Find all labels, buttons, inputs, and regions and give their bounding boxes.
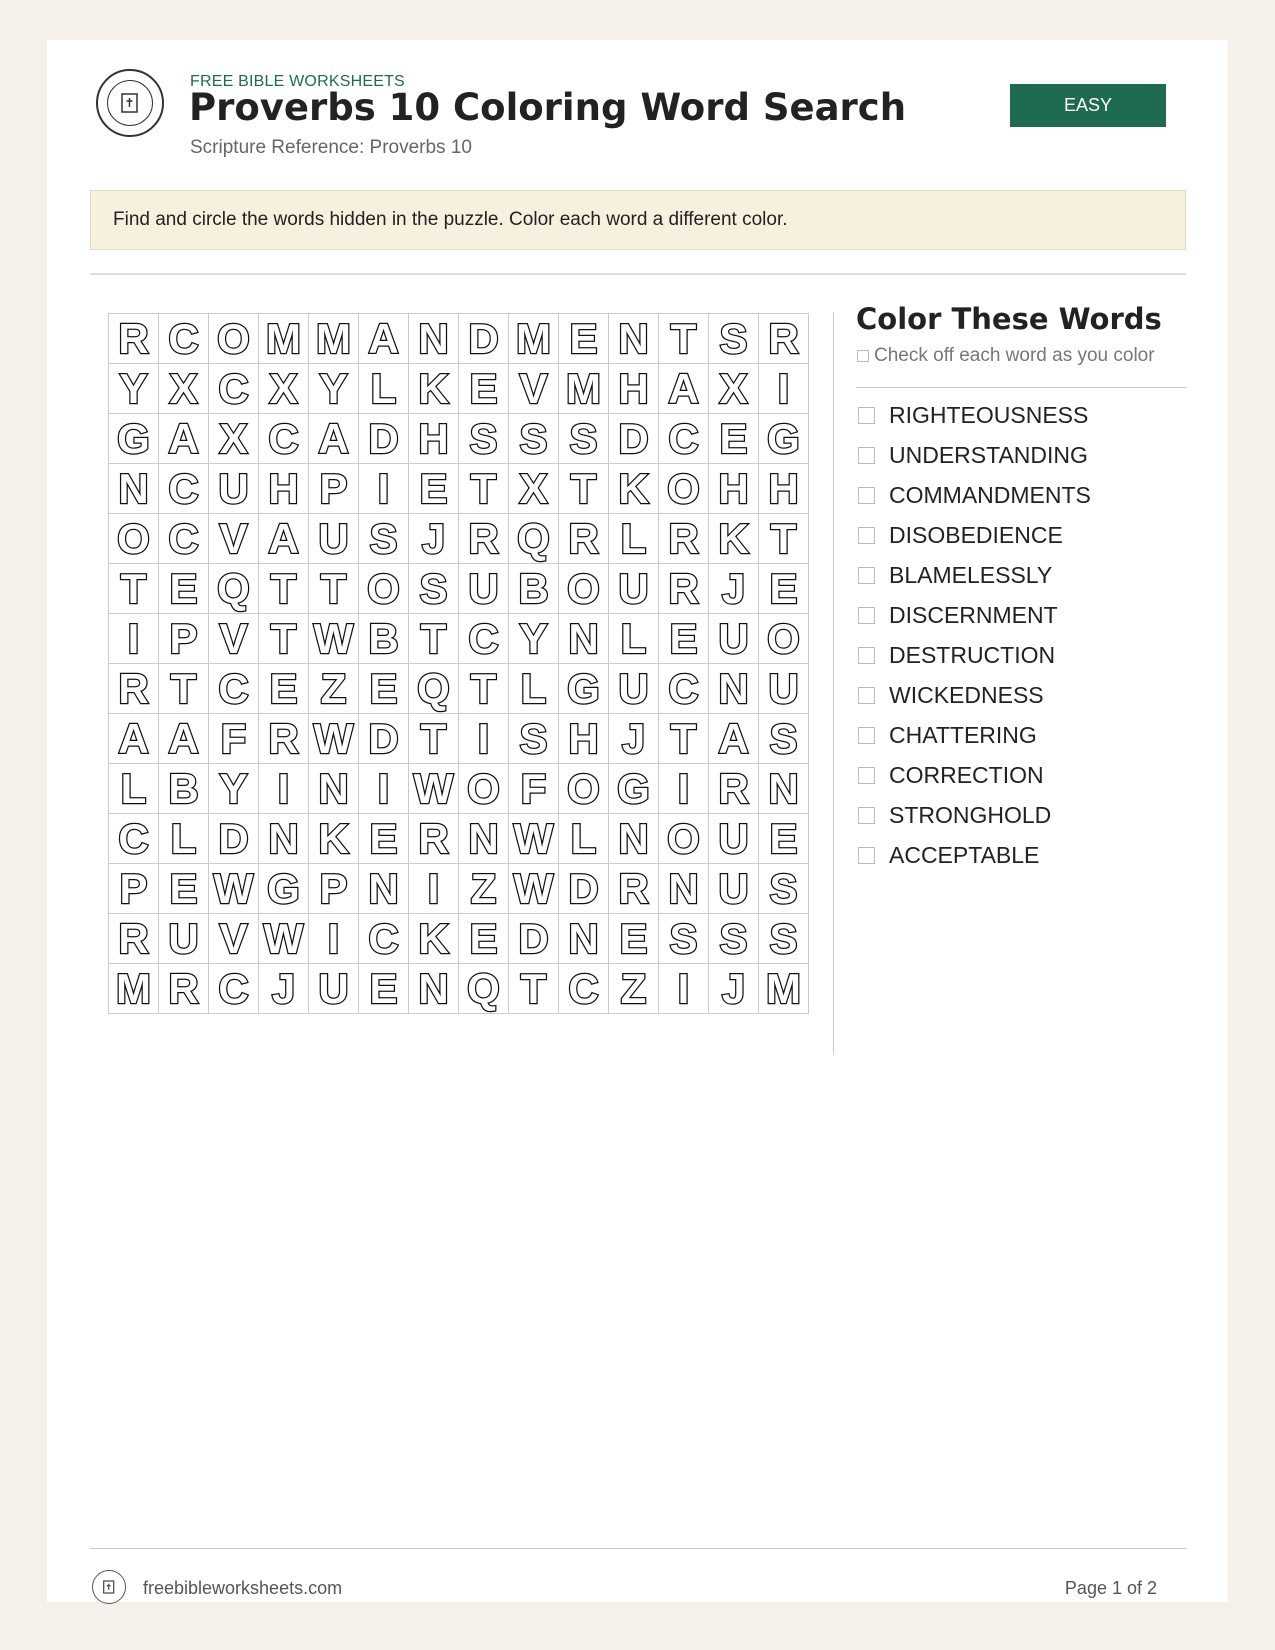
grid-cell[interactable]: E	[359, 814, 409, 864]
grid-cell[interactable]: C	[559, 964, 609, 1014]
grid-cell[interactable]: A	[359, 314, 409, 364]
grid-cell[interactable]: R	[409, 814, 459, 864]
grid-cell[interactable]: S	[509, 414, 559, 464]
word-label: RIGHTEOUSNESS	[889, 401, 1089, 428]
brand-label: FREE BIBLE WORKSHEETS	[190, 73, 405, 90]
grid-cell[interactable]: E	[709, 414, 759, 464]
grid-cell[interactable]: U	[709, 864, 759, 914]
word-label: COMMANDMENTS	[889, 481, 1091, 508]
word-list-subtitle-text: Check off each word as you color	[874, 345, 1155, 366]
grid-cell[interactable]: A	[309, 414, 359, 464]
word-label: ACCEPTABLE	[889, 841, 1040, 868]
grid-cell[interactable]: S	[409, 564, 459, 614]
grid-cell[interactable]: Q	[459, 964, 509, 1014]
footer-logo-icon	[92, 1570, 126, 1604]
grid-cell[interactable]: R	[109, 914, 159, 964]
grid-cell[interactable]: L	[109, 764, 159, 814]
grid-cell[interactable]: C	[359, 914, 409, 964]
grid-cell[interactable]: T	[459, 664, 509, 714]
grid-cell[interactable]: U	[159, 914, 209, 964]
grid-cell[interactable]: O	[459, 764, 509, 814]
grid-cell[interactable]: N	[459, 814, 509, 864]
grid-cell[interactable]: E	[359, 964, 409, 1014]
grid-cell[interactable]: D	[459, 314, 509, 364]
grid-cell[interactable]: U	[309, 964, 359, 1014]
word-checkbox[interactable]	[858, 847, 875, 864]
grid-cell[interactable]: Z	[309, 664, 359, 714]
grid-cell[interactable]: T	[159, 664, 209, 714]
word-search-grid	[108, 313, 809, 1014]
grid-cell[interactable]: R	[659, 514, 709, 564]
grid-cell[interactable]: L	[609, 514, 659, 564]
grid-cell[interactable]: C	[159, 514, 209, 564]
grid-cell[interactable]: C	[159, 464, 209, 514]
grid-cell[interactable]: Y	[109, 364, 159, 414]
grid-cell[interactable]: S	[509, 714, 559, 764]
word-label: DESTRUCTION	[889, 641, 1056, 668]
grid-cell[interactable]: L	[609, 614, 659, 664]
grid-cell[interactable]: T	[559, 464, 609, 514]
grid-cell[interactable]: E	[759, 564, 809, 614]
grid-cell[interactable]: D	[359, 714, 409, 764]
grid-cell[interactable]: E	[359, 664, 409, 714]
grid-cell[interactable]: R	[609, 864, 659, 914]
grid-cell[interactable]: D	[559, 864, 609, 914]
grid-cell[interactable]: Y	[509, 614, 559, 664]
grid-cell[interactable]: D	[209, 814, 259, 864]
grid-cell[interactable]: E	[459, 914, 509, 964]
word-list-item	[856, 435, 1091, 475]
grid-cell[interactable]: R	[459, 514, 509, 564]
grid-cell[interactable]: P	[309, 864, 359, 914]
grid-cell[interactable]: J	[259, 964, 309, 1014]
grid-cell[interactable]: G	[259, 864, 309, 914]
bible-icon	[118, 91, 142, 115]
grid-cell[interactable]: O	[359, 564, 409, 614]
grid-cell[interactable]: F	[209, 714, 259, 764]
grid-cell[interactable]: M	[509, 314, 559, 364]
grid-cell[interactable]: S	[759, 714, 809, 764]
grid-cell[interactable]: U	[609, 564, 659, 614]
grid-cell[interactable]: P	[309, 464, 359, 514]
grid-cell[interactable]: Z	[609, 964, 659, 1014]
bible-icon	[101, 1579, 117, 1595]
grid-cell[interactable]: M	[109, 964, 159, 1014]
grid-cell[interactable]: X	[259, 364, 309, 414]
grid-cell[interactable]: I	[659, 964, 709, 1014]
grid-cell[interactable]: R	[559, 514, 609, 564]
grid-cell[interactable]: C	[209, 664, 259, 714]
grid-cell[interactable]: T	[259, 564, 309, 614]
grid-cell[interactable]: L	[359, 364, 409, 414]
grid-cell[interactable]: L	[509, 664, 559, 714]
grid-cell[interactable]: I	[359, 764, 409, 814]
grid-cell[interactable]: N	[309, 764, 359, 814]
grid-cell[interactable]: G	[559, 664, 609, 714]
grid-cell[interactable]: W	[309, 714, 359, 764]
footer-site-link[interactable]: freebibleworksheets.com	[143, 1578, 343, 1598]
grid-cell[interactable]: Q	[209, 564, 259, 614]
divider	[856, 387, 1186, 388]
word-label: CORRECTION	[889, 761, 1044, 788]
column-divider	[833, 312, 834, 1055]
grid-cell[interactable]: O	[109, 514, 159, 564]
grid-cell[interactable]: J	[709, 964, 759, 1014]
grid-cell[interactable]: N	[559, 914, 609, 964]
grid-cell[interactable]: K	[409, 914, 459, 964]
word-list-subtitle	[857, 345, 1155, 367]
grid-cell[interactable]: U	[609, 664, 659, 714]
grid-cell[interactable]: E	[459, 364, 509, 414]
grid-cell[interactable]: E	[159, 864, 209, 914]
grid-cell[interactable]: S	[459, 414, 509, 464]
grid-cell[interactable]: H	[409, 414, 459, 464]
grid-cell[interactable]: H	[759, 464, 809, 514]
grid-cell[interactable]: O	[559, 764, 609, 814]
grid-cell[interactable]: N	[609, 314, 659, 364]
grid-cell[interactable]: U	[759, 664, 809, 714]
word-checkbox[interactable]	[858, 567, 875, 584]
grid-cell[interactable]: I	[759, 364, 809, 414]
logo-seal-icon	[96, 69, 164, 137]
grid-cell[interactable]: R	[159, 964, 209, 1014]
grid-cell[interactable]: T	[509, 964, 559, 1014]
grid-cell[interactable]: C	[209, 964, 259, 1014]
word-list-item	[856, 395, 1091, 435]
word-label: CHATTERING	[889, 721, 1037, 748]
page-number: Page 1 of 2	[1064, 1578, 1157, 1598]
grid-cell[interactable]: D	[609, 414, 659, 464]
grid-cell[interactable]: P	[159, 614, 209, 664]
grid-cell[interactable]: L	[559, 814, 609, 864]
word-checkbox[interactable]	[858, 807, 875, 824]
grid-cell[interactable]: N	[659, 864, 709, 914]
word-list	[856, 395, 1091, 875]
grid-cell[interactable]: X	[709, 364, 759, 414]
word-checkbox[interactable]	[858, 527, 875, 544]
grid-cell[interactable]: N	[409, 964, 459, 1014]
grid-cell[interactable]: E	[259, 664, 309, 714]
grid-cell[interactable]: S	[559, 414, 609, 464]
grid-cell[interactable]: E	[609, 914, 659, 964]
grid-cell[interactable]: C	[659, 414, 709, 464]
grid-cell[interactable]: H	[559, 714, 609, 764]
scripture-reference: Scripture Reference: Proverbs 10	[190, 137, 472, 158]
grid-cell[interactable]: B	[509, 564, 559, 614]
word-list-item	[856, 635, 1091, 675]
grid-cell[interactable]: V	[209, 614, 259, 664]
grid-cell[interactable]: U	[309, 514, 359, 564]
grid-cell[interactable]: M	[259, 314, 309, 364]
grid-cell[interactable]: A	[109, 714, 159, 764]
grid-cell[interactable]: C	[459, 614, 509, 664]
grid-cell[interactable]: A	[159, 414, 209, 464]
grid-cell[interactable]: R	[709, 764, 759, 814]
grid-cell[interactable]: S	[759, 864, 809, 914]
grid-cell[interactable]: N	[759, 764, 809, 814]
grid-cell[interactable]: S	[709, 914, 759, 964]
instructions-text: Find and circle the words hidden in the puzzle. Color each word a different color.	[113, 209, 788, 230]
footer-divider	[90, 1548, 1186, 1549]
grid-cell[interactable]: U	[459, 564, 509, 614]
grid-cell[interactable]: C	[659, 664, 709, 714]
grid-cell[interactable]: S	[759, 914, 809, 964]
word-label: DISOBEDIENCE	[889, 521, 1063, 548]
worksheet-page	[47, 40, 1228, 1602]
grid-cell[interactable]: A	[709, 714, 759, 764]
grid-cell[interactable]: P	[109, 864, 159, 914]
grid-cell[interactable]: F	[509, 764, 559, 814]
grid-cell[interactable]: T	[659, 314, 709, 364]
divider	[90, 273, 1186, 275]
grid-cell[interactable]: J	[409, 514, 459, 564]
grid-cell[interactable]: W	[409, 764, 459, 814]
grid-cell[interactable]: U	[709, 814, 759, 864]
grid-cell[interactable]: Q	[409, 664, 459, 714]
word-list-item	[856, 515, 1091, 555]
grid-cell[interactable]: E	[559, 314, 609, 364]
grid-cell[interactable]: Y	[209, 764, 259, 814]
grid-cell[interactable]: H	[609, 364, 659, 414]
word-list-item	[856, 475, 1091, 515]
grid-cell[interactable]: I	[309, 914, 359, 964]
grid-cell[interactable]: V	[209, 914, 259, 964]
grid-cell[interactable]: R	[259, 714, 309, 764]
grid-cell[interactable]: J	[709, 564, 759, 614]
grid-cell[interactable]: I	[109, 614, 159, 664]
grid-cell[interactable]: A	[659, 364, 709, 414]
checkbox-icon	[857, 350, 869, 362]
grid-cell[interactable]: A	[159, 714, 209, 764]
word-checkbox[interactable]	[858, 487, 875, 504]
grid-cell[interactable]: N	[559, 614, 609, 664]
grid-cell[interactable]: W	[259, 914, 309, 964]
grid-cell[interactable]: A	[259, 514, 309, 564]
grid-cell[interactable]: V	[509, 364, 559, 414]
grid-cell[interactable]: K	[609, 464, 659, 514]
grid-cell[interactable]: C	[159, 314, 209, 364]
word-checkbox[interactable]	[858, 607, 875, 624]
word-list-item	[856, 675, 1091, 715]
grid-cell[interactable]: O	[759, 614, 809, 664]
grid-cell[interactable]: T	[459, 464, 509, 514]
grid-cell[interactable]: V	[209, 514, 259, 564]
grid-cell[interactable]: R	[109, 664, 159, 714]
grid-cell[interactable]: D	[359, 414, 409, 464]
grid-cell[interactable]: J	[609, 714, 659, 764]
grid-cell[interactable]: M	[559, 364, 609, 414]
word-list-item	[856, 715, 1091, 755]
grid-cell[interactable]: N	[109, 464, 159, 514]
grid-cell[interactable]: I	[659, 764, 709, 814]
grid-cell[interactable]: C	[209, 364, 259, 414]
grid-cell[interactable]: W	[509, 864, 559, 914]
grid-cell[interactable]: Q	[509, 514, 559, 564]
instructions-box	[90, 190, 1186, 250]
grid-cell[interactable]: R	[759, 314, 809, 364]
grid-cell[interactable]: B	[159, 764, 209, 814]
word-checkbox[interactable]	[858, 687, 875, 704]
grid-cell[interactable]: K	[709, 514, 759, 564]
word-list-title: Color These Words	[856, 302, 1162, 336]
word-checkbox[interactable]	[858, 447, 875, 464]
word-checkbox[interactable]	[858, 407, 875, 424]
grid-cell[interactable]: L	[159, 814, 209, 864]
grid-cell[interactable]: E	[659, 614, 709, 664]
grid-cell[interactable]: Y	[309, 364, 359, 414]
grid-cell[interactable]: O	[559, 564, 609, 614]
difficulty-badge: EASY	[1010, 84, 1166, 127]
grid-cell[interactable]: K	[309, 814, 359, 864]
grid-cell[interactable]: M	[759, 964, 809, 1014]
page-title: Proverbs 10 Coloring Word Search	[189, 86, 907, 129]
grid-cell[interactable]: E	[759, 814, 809, 864]
grid-cell[interactable]: O	[659, 814, 709, 864]
grid-cell[interactable]: W	[209, 864, 259, 914]
grid-cell[interactable]: I	[259, 764, 309, 814]
grid-cell[interactable]: N	[409, 314, 459, 364]
grid-cell[interactable]: E	[159, 564, 209, 614]
grid-cell[interactable]: C	[259, 414, 309, 464]
grid-cell[interactable]: N	[259, 814, 309, 864]
grid-cell[interactable]: C	[109, 814, 159, 864]
word-list-item	[856, 795, 1091, 835]
grid-cell[interactable]: R	[659, 564, 709, 614]
word-label: WICKEDNESS	[889, 681, 1044, 708]
grid-cell[interactable]: T	[309, 564, 359, 614]
word-label: STRONGHOLD	[889, 801, 1052, 828]
grid-cell[interactable]: T	[409, 614, 459, 664]
grid-cell[interactable]: G	[609, 764, 659, 814]
word-checkbox[interactable]	[858, 647, 875, 664]
word-checkbox[interactable]	[858, 727, 875, 744]
grid-cell[interactable]: K	[409, 364, 459, 414]
grid-cell[interactable]: G	[759, 414, 809, 464]
word-list-item	[856, 595, 1091, 635]
grid-cell[interactable]: S	[359, 514, 409, 564]
grid-cell[interactable]: H	[259, 464, 309, 514]
grid-cell[interactable]: Z	[459, 864, 509, 914]
grid-cell[interactable]: H	[709, 464, 759, 514]
grid-cell[interactable]: X	[509, 464, 559, 514]
word-label: UNDERSTANDING	[889, 441, 1088, 468]
grid-cell[interactable]: W	[509, 814, 559, 864]
grid-cell[interactable]: U	[709, 614, 759, 664]
grid-cell[interactable]: T	[659, 714, 709, 764]
grid-cell[interactable]: N	[359, 864, 409, 914]
grid-cell[interactable]: W	[309, 614, 359, 664]
grid-cell[interactable]: D	[509, 914, 559, 964]
grid-cell[interactable]: T	[759, 514, 809, 564]
grid-cell[interactable]: G	[109, 414, 159, 464]
word-label: DISCERNMENT	[889, 601, 1058, 628]
grid-cell[interactable]: B	[359, 614, 409, 664]
grid-cell[interactable]: X	[209, 414, 259, 464]
grid-cell[interactable]: O	[209, 314, 259, 364]
grid-cell[interactable]: R	[109, 314, 159, 364]
grid-cell[interactable]: I	[409, 864, 459, 914]
grid-cell[interactable]: I	[359, 464, 409, 514]
grid-cell[interactable]: X	[159, 364, 209, 414]
grid-cell[interactable]: T	[259, 614, 309, 664]
grid-cell[interactable]: M	[309, 314, 359, 364]
grid-cell[interactable]: E	[409, 464, 459, 514]
grid-cell[interactable]: U	[209, 464, 259, 514]
grid-cell[interactable]: I	[459, 714, 509, 764]
word-label: BLAMELESSLY	[889, 561, 1053, 588]
word-list-item	[856, 555, 1091, 595]
grid-cell[interactable]: N	[709, 664, 759, 714]
grid-cell[interactable]: T	[409, 714, 459, 764]
grid-cell[interactable]: N	[609, 814, 659, 864]
grid-cell[interactable]: O	[659, 464, 709, 514]
word-list-item	[856, 835, 1091, 875]
grid-cell[interactable]: S	[659, 914, 709, 964]
word-checkbox[interactable]	[858, 767, 875, 784]
grid-cell[interactable]: S	[709, 314, 759, 364]
grid-cell[interactable]: T	[109, 564, 159, 614]
word-list-item	[856, 755, 1091, 795]
